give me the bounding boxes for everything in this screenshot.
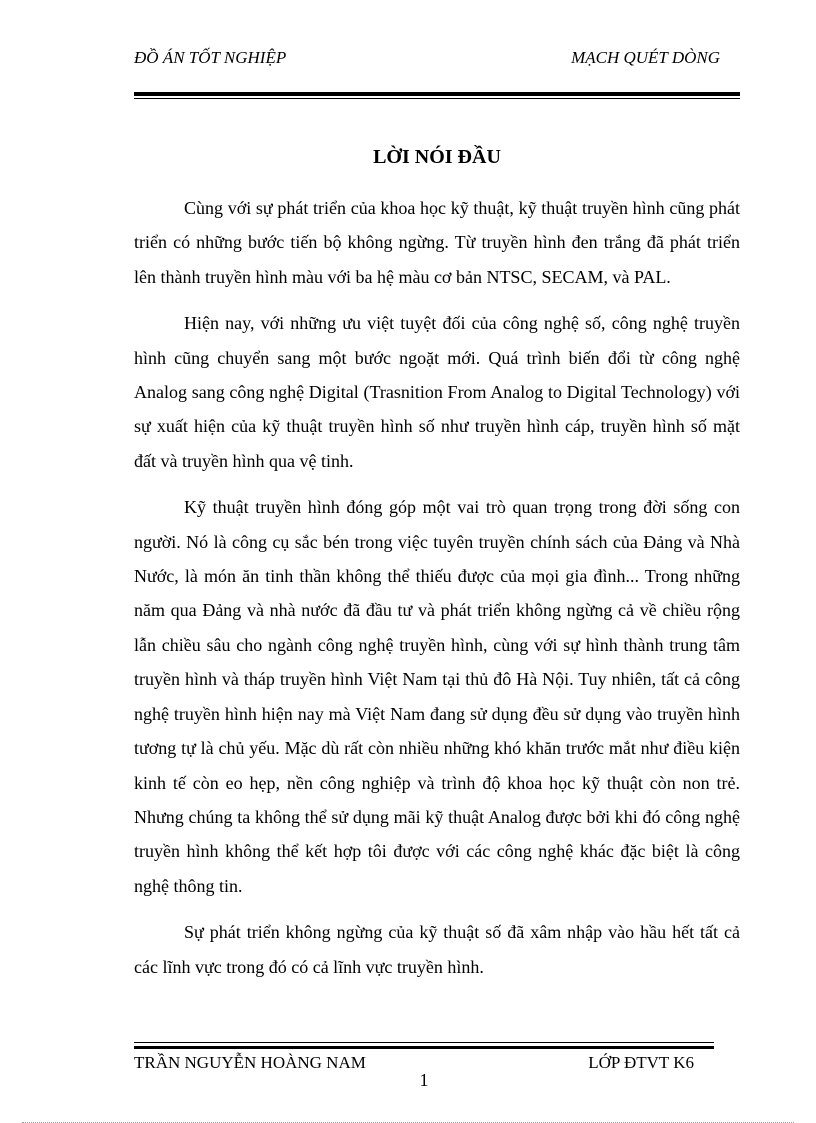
- header-thesis-label: ĐỒ ÁN TỐT NGHIỆP: [134, 48, 287, 67]
- document-body: [134, 191, 740, 996]
- page-title: LỜI NÓI ĐẦU: [373, 146, 501, 168]
- page-header: [134, 48, 740, 72]
- footer-rule-thick: [134, 1046, 714, 1049]
- page-footer: [134, 1053, 714, 1093]
- paragraph-2: Hiện nay, với những ưu việt tuyệt đối của công nghệ số, công nghệ truyền hình cũng chuyển sang một bước ngoặt mới. Quá trình biến đổi từ công nghệ Analog sang công nghệ Digital (Trasnition From Analog to Digital Technology) với sự xuất hiện của kỹ thuật truyền hình số như truyền hình cáp, truyền hình số mặt đất và truyền hình qua vệ tinh.: [134, 313, 740, 471]
- paragraph-4: Sự phát triển không ngừng của kỹ thuật số đã xâm nhập vào hầu hết tất cả các lĩnh vực trong đó có cả lĩnh vực truyền hình.: [134, 922, 740, 977]
- header-rule-thin: [134, 98, 740, 99]
- header-topic-label: MẠCH QUÉT DÒNG: [571, 48, 720, 67]
- paragraph-3: Kỹ thuật truyền hình đóng góp một vai trò quan trọng trong đời sống con người. Nó là công cụ sắc bén trong việc tuyên truyền chính sách của Đảng và Nhà Nước, là món ăn tinh thần không thể thiếu được của mọi gia đình... Trong những năm qua Đảng và nhà nước đã đầu tư và phát triển không ngừng cả về chiều rộng lẫn chiều sâu cho ngành công nghệ truyền hình, cùng với sự hình thành trung tâm truyền hình và tháp truyền hình Việt Nam tại thủ đô Hà Nội. Tuy nhiên, tất cả công nghệ truyền hình hiện nay mà Việt Nam đang sử dụng đều sử dụng vào truyền hình tương tự là chủ yếu. Mặc dù rất còn nhiều những khó khăn trước mắt như điều kiện kinh tế còn eo hẹp, nền công nghiệp và trình độ khoa học kỹ thuật còn non trẻ. Nhưng chúng ta không thể sử dụng mãi kỹ thuật Analog được bởi khi đó công nghệ truyền hình không thể kết hợp tôi được với các công nghệ khác đặc biệt là công nghệ thông tin.: [134, 497, 740, 896]
- footer-author: TRẦN NGUYỄN HOÀNG NAM: [134, 1053, 366, 1072]
- footer-class: LỚP ĐTVT K6: [588, 1053, 694, 1072]
- paragraph-1: Cùng với sự phát triển của khoa học kỹ thuật, kỹ thuật truyền hình cũng phát triển có những bước tiến bộ không ngừng. Từ truyền hình đen trắng đã phát triển lên thành truyền hình màu với ba hệ màu cơ bản NTSC, SECAM, và PAL.: [134, 198, 740, 287]
- header-rule-thick: [134, 92, 740, 96]
- footer-rule-thin: [134, 1042, 714, 1043]
- page-number: 1: [419, 1070, 429, 1090]
